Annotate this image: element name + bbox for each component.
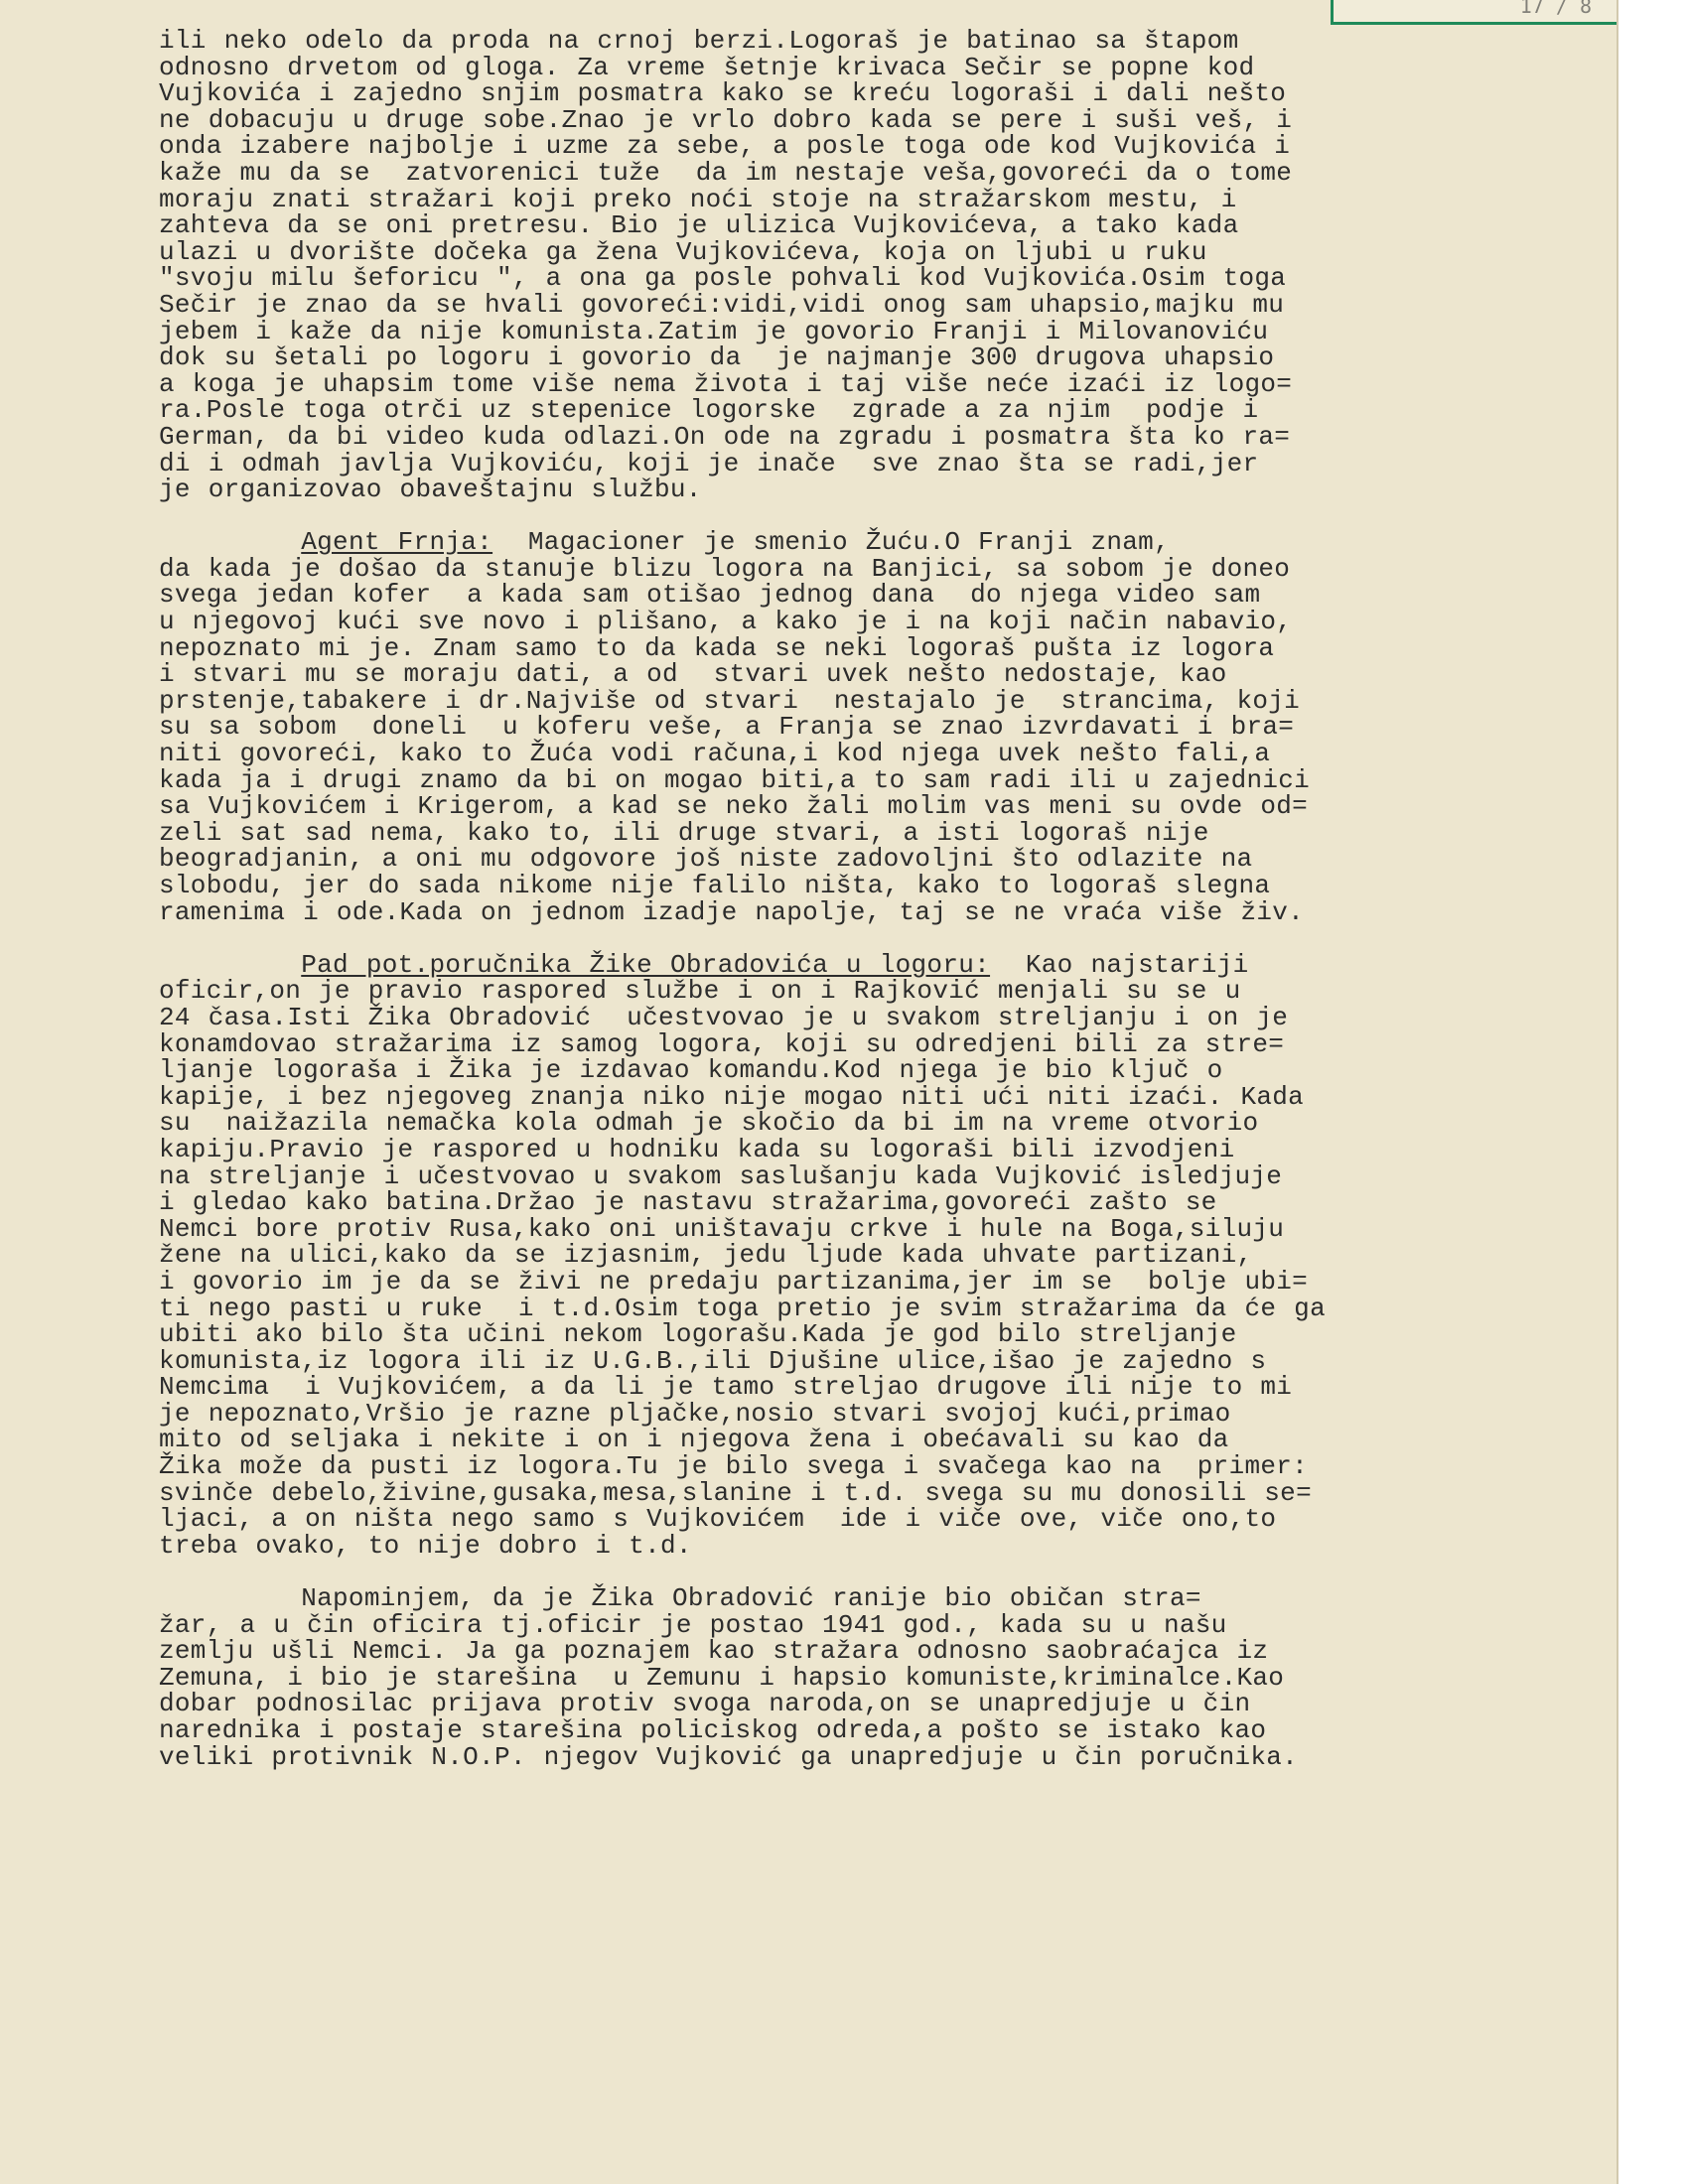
text-line: moraju znati stražari koji preko noći stoje na stražarskom mestu, i	[159, 184, 1237, 214]
heading-lead-text: Kao najstariji	[990, 949, 1249, 980]
text-line: Sečir je znao da se hvali govoreći:vidi,vidi onog sam uhapsio,majku mu	[159, 289, 1285, 320]
text-line: Nemci bore protiv Rusa,kako oni uništavaju crkve i hule na Boga,siluju	[159, 1213, 1285, 1244]
text-line: mito od seljaka i nekite i on i njegova žena i obećavali su kao da	[159, 1425, 1229, 1455]
text-line: kapiju.Pravio je raspored u hodniku kada su logoraši bili izvodjeni	[159, 1134, 1235, 1164]
section-heading-line	[159, 949, 1618, 980]
text-line: na streljanje i učestvovao u svakom saslušanju kada Vujković isledjuje	[159, 1160, 1283, 1191]
text-line: i stvari mu se moraju dati, a od stvari uvek nešto nedostaje, kao	[159, 659, 1227, 690]
text-line: žar, a u čin oficira tj.oficir je postao 1941 god., kada su u našu	[159, 1609, 1227, 1640]
section-heading-line	[159, 529, 1618, 556]
text-line: ramenima i ode.Kada on jednom izadje napolje, taj se ne vraća više živ.	[159, 896, 1305, 927]
text-line: svega jedan kofer a kada sam otišao jednog dana do njega video sam	[159, 580, 1261, 611]
text-line: kapije, i bez njegoveg znanja niko nije mogao niti ući niti izaći. Kada	[159, 1081, 1305, 1112]
text-line: komunista,iz logora ili iz U.G.B.,ili Djušine ulice,išao je zajedno s	[159, 1345, 1267, 1376]
text-line: oficir,on je pravio raspored službe i on i Rajković menjali su se u	[159, 976, 1241, 1007]
text-line: Vujkovića i zajedno snjim posmatra kako se kreću logoraši i dali nešto	[159, 78, 1287, 109]
stamp-text: 17 / 8	[1519, 0, 1592, 18]
text-line: veliki protivnik N.O.P. njegov Vujković ga unapredjuje u čin poručnika.	[159, 1741, 1299, 1772]
text-line: a koga je uhapsim tome više nema života i taj više neće izaći iz logo=	[159, 368, 1293, 399]
text-line: je nepoznato,Vršio je razne pljačke,nosio stvari svojoj kući,primao	[159, 1398, 1231, 1429]
text-line: su naižazila nemačka kola odmah je skočio da bi im na vreme otvorio	[159, 1108, 1259, 1139]
text-line: onda izabere najbolje i uzme za sebe, a posle toga ode kod Vujkovića i	[159, 131, 1291, 162]
text-line: "svoju milu šeforicu ", a ona ga posle pohvali kod Vujkovića.Osim toga	[159, 263, 1287, 294]
text-line: Nemcima i Vujkovićem, a da li je tamo streljao drugove ili nije to mi	[159, 1372, 1293, 1403]
text-line: i gledao kako batina.Držao je nastavu stražarima,govoreći zašto se	[159, 1187, 1217, 1218]
text-line: da kada je došao da stanuje blizu logora na Banjici, sa sobom je doneo	[159, 553, 1291, 584]
text-line: dobar podnosilac prijava protiv svoga naroda,on se unapredjuje u čin	[159, 1689, 1251, 1719]
text-line: 24 časa.Isti Žika Obradović učestvovao je u svakom streljanju i on je	[159, 1002, 1289, 1032]
text-line: ti nego pasti u ruke i t.d.Osim toga pretio je svim stražarima da će ga	[159, 1293, 1326, 1323]
document-body	[159, 28, 1618, 1770]
paragraph-gap	[159, 503, 1618, 530]
text-line: nepoznato mi je. Znam samo to da kada se neki logoraš pušta iz logora	[159, 632, 1275, 663]
text-line: kada ja i drugi znamo da bi on mogao biti,a to sam radi ili u zajednici	[159, 764, 1311, 795]
paragraph-gap	[159, 925, 1618, 952]
text-line: jebem i kaže da nije komunista.Zatim je govorio Franji i Milovanoviću	[159, 316, 1269, 346]
text-line: niti govoreći, kako to Žuća vodi računa,i kod njega uvek nešto fali,a	[159, 739, 1271, 769]
text-line: zeli sat sad nema, kako to, ili druge stvari, a isti logoraš nije	[159, 817, 1209, 848]
text-line: konamdovao stražarima iz samog logora, koji su odredjeni bili za stre=	[159, 1028, 1285, 1059]
text-line: ubiti ako bilo šta učini nekom logorašu.Kada je god bilo streljanje	[159, 1319, 1237, 1350]
text-line: German, da bi video kuda odlazi.On ode na zgradu i posmatra šta ko ra=	[159, 421, 1291, 452]
text-line: ra.Posle toga otrči uz stepenice logorske zgrade a za njim podje i	[159, 395, 1259, 426]
text-line: žene na ulici,kako da se izjasnim, jedu ljude kada uhvate partizani,	[159, 1240, 1253, 1271]
section-heading: Agent Frnja:	[301, 527, 493, 558]
text-line: treba ovako, to nije dobro i t.d.	[159, 1530, 692, 1561]
text-line: ili neko odelo da proda na crnoj berzi.Logoraš je batinao sa štapom	[159, 26, 1239, 56]
text-line: i govorio im je da se živi ne predaju partizanima,jer im se bolje ubi=	[159, 1266, 1309, 1297]
text-line: sa Vujkovićem i Krigerom, a kad se neko žali molim vas meni su ovde od=	[159, 791, 1309, 822]
text-line: Zemuna, i bio je starešina u Zemunu i hapsio komuniste,kriminalce.Kao	[159, 1662, 1285, 1693]
text-line: di i odmah javlja Vujkoviću, koji je inače sve znao šta se radi,jer	[159, 448, 1259, 478]
text-line: u njegovoj kući sve novo i plišano, a kako je i na koji način nabavio,	[159, 607, 1293, 637]
text-line: odnosno drvetom od gloga. Za vreme šetnje krivaca Sečir se popne kod	[159, 52, 1255, 82]
text-line: ljaci, a on ništa nego samo s Vujkovićem ide i viče ove, viče ono,to	[159, 1504, 1277, 1535]
text-line: su sa sobom doneli u koferu veše, a Franja se znao izvrdavati i bra=	[159, 712, 1295, 743]
text-line: Žika može da pusti iz logora.Tu je bilo svega i svačega kao na primer:	[159, 1451, 1309, 1482]
text-line: narednika i postaje starešina policiskog odreda,a pošto se istako kao	[159, 1715, 1267, 1745]
registry-stamp	[1331, 0, 1618, 25]
text-line: ljanje logoraša i Žika je izdavao komandu.Kod njega je bio ključ o	[159, 1055, 1223, 1086]
text-line: je organizovao obaveštajnu službu.	[159, 475, 702, 505]
text-line: beogradjanin, a oni mu odgovore još niste zadovoljni što odlazite na	[159, 844, 1253, 875]
text-line: ne dobacuju u druge sobe.Znao je vrlo dobro kada se pere i suši veš, i	[159, 104, 1293, 135]
text-line: Napominjem, da je Žika Obradović ranije bio običan stra=	[159, 1583, 1201, 1614]
text-line: zemlju ušli Nemci. Ja ga poznajem kao stražara odnosno saobraćajca iz	[159, 1636, 1269, 1667]
text-line: dok su šetali po logoru i govorio da je najmanje 300 drugova uhapsio	[159, 342, 1275, 373]
text-line: prstenje,tabakere i dr.Najviše od stvari nestajalo je strancima, koji	[159, 685, 1301, 716]
heading-lead-text: Magacioner je smenio Žuću.O Franji znam,	[492, 527, 1170, 558]
text-line: svinče debelo,živine,gusaka,mesa,slanine i t.d. svega su mu donosili se=	[159, 1477, 1312, 1508]
text-line: zahteva da se oni pretresu. Bio je ulizica Vujkovićeva, a tako kada	[159, 210, 1239, 241]
section-heading: Pad pot.poručnika Žike Obradovića u logoru:	[301, 949, 991, 980]
text-line: ulazi u dvorište dočeka ga žena Vujkovićeva, koja on ljubi u ruku	[159, 236, 1207, 267]
paragraph-gap	[159, 1559, 1618, 1585]
text-line: slobodu, jer do sada nikome nije falilo ništa, kako to logoraš slegna	[159, 871, 1271, 900]
text-line: kaže mu da se zatvorenici tuže da im nestaje veša,govoreći da o tome	[159, 157, 1293, 188]
